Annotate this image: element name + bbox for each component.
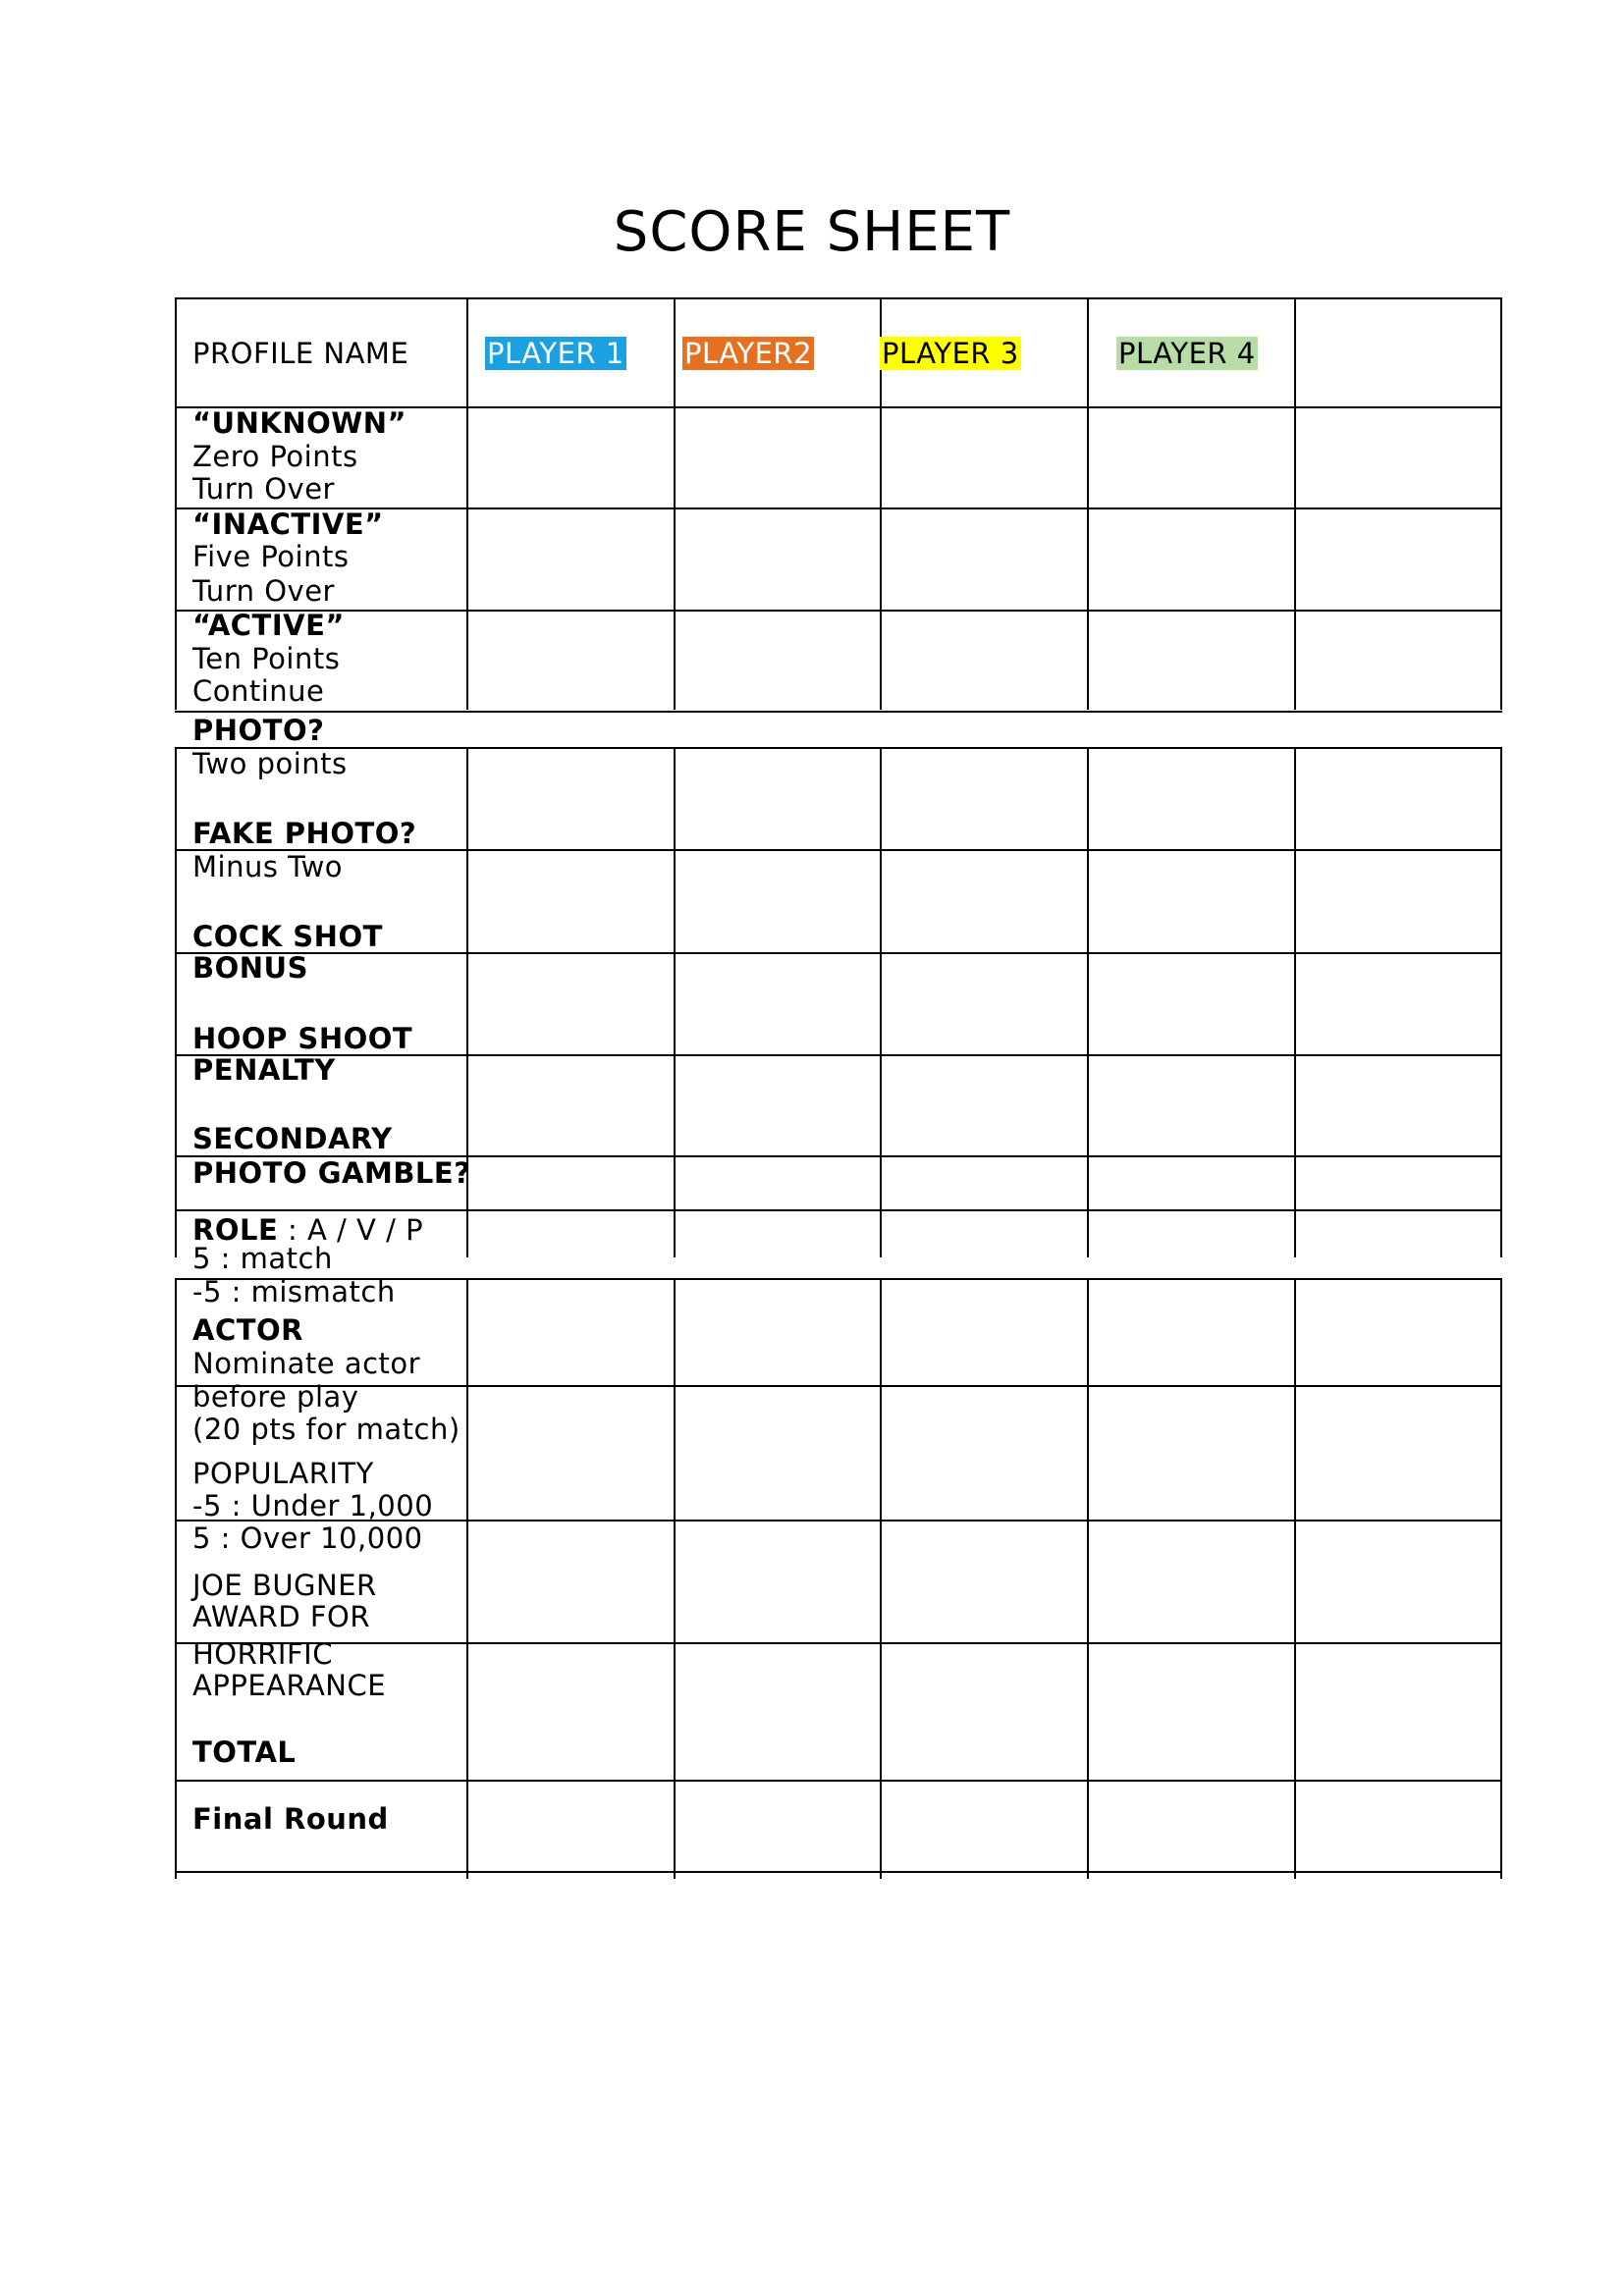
label-nominate-actor: Nominate actor <box>192 1347 421 1380</box>
label-cock-shot: COCK SHOT <box>192 920 383 953</box>
row-divider <box>175 1642 1502 1644</box>
label-hoop-shoot: HOOP SHOOT <box>192 1022 413 1055</box>
label-over-10000: 5 : Over 10,000 <box>192 1522 423 1555</box>
label-before-play: before play <box>192 1380 359 1414</box>
label-photo: PHOTO? <box>192 714 325 747</box>
column-divider <box>1087 1278 1089 1879</box>
label-turn-over: Turn Over <box>192 472 335 506</box>
player-4-label: PLAYER 4 <box>1118 337 1256 370</box>
player-2-label: PLAYER2 <box>684 337 813 370</box>
label-unknown: “UNKNOWN” <box>192 406 407 440</box>
label-appearance: APPEARANCE <box>192 1669 387 1702</box>
label-match: 5 : match <box>192 1242 333 1275</box>
label-final-round: Final Round <box>192 1802 389 1836</box>
column-divider <box>466 1278 468 1879</box>
label-fake-photo: FAKE PHOTO? <box>192 817 417 850</box>
label-ten-points: Ten Points <box>192 642 341 675</box>
row-divider <box>175 1780 1502 1782</box>
column-divider <box>674 297 676 710</box>
row-divider <box>175 1209 1502 1211</box>
row-divider <box>175 610 1502 612</box>
column-divider <box>880 747 882 1257</box>
column-divider <box>1500 297 1502 710</box>
table-border-bottom <box>175 1871 1502 1873</box>
label-joe-bugner: JOE BUGNER <box>192 1569 377 1602</box>
column-divider <box>175 1278 177 1879</box>
label-secondary: SECONDARY <box>192 1122 393 1155</box>
profile-name-label: PROFILE NAME <box>192 337 409 370</box>
label-two-points: Two points <box>192 747 348 780</box>
label-five-points: Five Points <box>192 540 350 573</box>
label-continue: Continue <box>192 674 325 708</box>
label-horrific: HORRIFIC <box>192 1637 333 1671</box>
label-bonus: BONUS <box>192 951 308 985</box>
label-penalty: PENALTY <box>192 1053 336 1087</box>
column-divider <box>1294 1278 1296 1879</box>
column-divider <box>175 747 177 1257</box>
label-inactive: “INACTIVE” <box>192 507 384 541</box>
row-divider <box>175 1385 1502 1387</box>
column-divider <box>1087 297 1089 710</box>
label-total: TOTAL <box>192 1735 297 1769</box>
label-actor: ACTOR <box>192 1313 303 1347</box>
column-divider <box>674 1278 676 1879</box>
column-divider <box>674 747 676 1257</box>
label-turn-over: Turn Over <box>192 574 335 608</box>
column-divider <box>880 1278 882 1879</box>
label-twenty-pts: (20 pts for match) <box>192 1413 460 1446</box>
column-divider <box>1294 297 1296 710</box>
column-divider <box>1500 1278 1502 1879</box>
label-popularity: POPULARITY <box>192 1457 374 1490</box>
role-label: ROLE <box>192 1213 279 1247</box>
label-under-1000: -5 : Under 1,000 <box>192 1489 434 1522</box>
column-divider <box>466 297 468 710</box>
column-divider <box>175 297 177 710</box>
column-divider <box>1087 747 1089 1257</box>
label-active: “ACTIVE” <box>192 609 345 642</box>
label-minus-two: Minus Two <box>192 850 344 883</box>
label-zero-points: Zero Points <box>192 440 358 473</box>
table-border-top <box>175 297 1502 299</box>
label-mismatch: -5 : mismatch <box>192 1275 396 1308</box>
player-3-label: PLAYER 3 <box>882 337 1019 370</box>
row-divider <box>175 711 1502 713</box>
label-photo-gamble: PHOTO GAMBLE? <box>192 1156 471 1190</box>
row-divider <box>175 747 1502 749</box>
column-divider <box>1500 747 1502 1257</box>
label-award-for: AWARD FOR <box>192 1600 371 1633</box>
page-title: SCORE SHEET <box>613 200 1011 264</box>
column-divider <box>1294 747 1296 1257</box>
role-value: : A / V / P <box>278 1213 424 1247</box>
player-1-label: PLAYER 1 <box>487 337 624 370</box>
